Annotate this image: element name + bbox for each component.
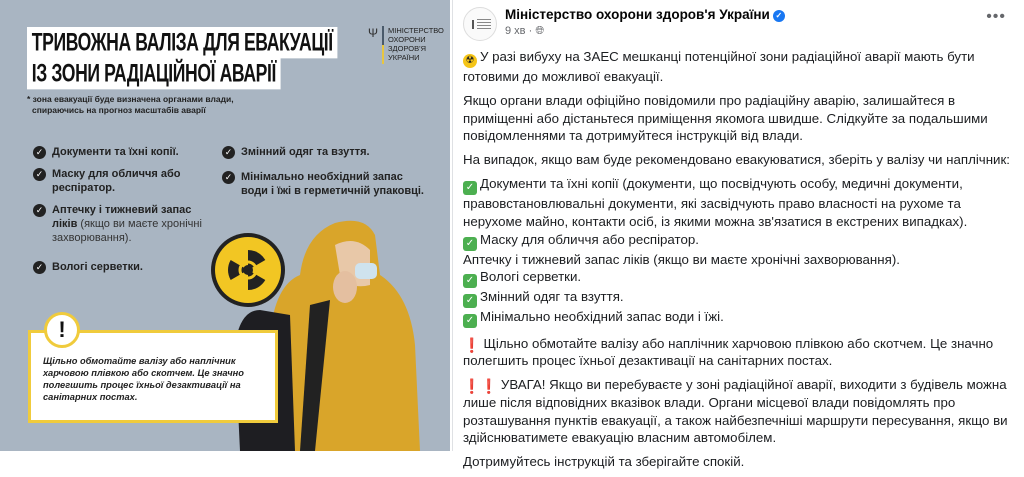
logo-text: ЗДОРОВ'Я [388,44,426,53]
verified-badge-icon: ✓ [773,10,785,22]
check-mark-emoji-icon: ✓ [463,274,477,288]
check-icon: ✓ [222,146,235,159]
list-item: Змінний одяг та взуття. [480,289,624,305]
check-icon: ✓ [33,146,46,159]
check-icon: ✓ [222,171,235,184]
list-item: Документи та їхні копії (документи, що посвідчують особу, медичні документи, правовстановлювальні документи, які засвідчують право власності на рухоме та нерухоме майно, контакти осіб, із якими можна зв'язатися в екстрених випадках). [463,176,968,230]
list-item: Вологі серветки. [480,269,582,285]
item-text: Вологі серветки. [52,261,143,273]
logo-text: МІНІСТЕРСТВО [388,26,444,35]
paragraph-text: УВАГА! Якщо ви перебуваєте у зоні радіаційної аварії, виходити з будівель можна лише після відповідних вказівок влади. Органи місцевої влади повідомлять про розташування пунктів евакуації, а також найбезпечніші маршрути пересування, якщо ви здійснюватимете евакуацію власним автомобілем. [463,377,1008,446]
post-body [463,48,1023,477]
author-row [505,7,785,22]
ministry-logo [368,26,444,64]
list-item: Маску для обличчя або респіратор. [480,231,699,247]
checklist-item [33,260,208,274]
poster-note [27,94,234,116]
infographic-poster [0,0,450,451]
exclamation-emoji-icon: ❗ [463,336,481,353]
logo-text: УКРАЇНИ [388,53,420,62]
item-text: Документи та їхні копії. [52,146,179,158]
poster-title-line1: ТРИВОЖНА ВАЛІЗА ДЛЯ ЕВАКУАЦІЇ [27,27,338,58]
exclamation-icon: ! [44,312,80,348]
check-icon: ✓ [33,168,46,181]
paragraph-text: У разі вибуху на ЗАЕС мешканці потенційної зони радіаційної аварії мають бути готовими до можливої евакуації. [463,49,975,84]
paragraph: Якщо органи влади офіційно повідомили про радіаційну аварію, залишайтеся в приміщенні або дістаньтеся приміщення якомога швидше. Слідкуйте за подальшими повідомленнями та дотримуйтеся інструкцій від влади. [463,93,988,144]
check-mark-emoji-icon: ✓ [463,237,477,251]
checklist [463,175,1023,328]
radioactive-emoji-icon: ☢ [463,54,477,68]
item-text: Маску для обличчя або респіратор. [52,168,181,194]
check-mark-emoji-icon: ✓ [463,294,477,308]
checklist-item [222,145,427,159]
logo-text: ОХОРОНИ [388,35,426,44]
page-avatar[interactable] [463,7,497,41]
paragraph: На випадок, якщо вам буде рекомендовано евакуюватися, зберіть у валізу чи наплічник: [463,152,1010,168]
checklist-item [222,170,427,198]
avatar-text-lines [477,19,491,31]
list-item: Аптечку і тижневий запас ліків (якщо ви маєте хронічні захворювання). [463,251,900,267]
author-name[interactable]: Міністерство охорони здоров'я України [505,7,770,22]
paragraph [463,376,1023,446]
item-text: Аптечку і тижневий запас ліків [52,204,192,230]
globe-icon: 🌐︎ [535,25,545,37]
check-icon: ✓ [33,261,46,274]
item-note: (якщо ви маєте хронічні захворювання). [52,218,202,244]
item-text: Змінний одяг та взуття. [241,146,370,158]
paragraph: Дотримуйтесь інструкцій та зберігайте спокій. [463,454,745,470]
paragraph [463,48,1023,86]
trident-icon: Ψ [368,26,379,40]
post-time[interactable]: 9 хв [505,25,526,37]
facebook-post [452,0,1024,470]
checklist-item [33,203,215,245]
checklist-item [33,167,215,195]
warning-text: Щільно обмотайте валізу або наплічник харчовою плівкою або скотчем. Це значно полегшить процес їхньої дезактивації на санітарних постах. [43,356,244,402]
checklist-item [33,145,215,159]
note-line: * зона евакуації буде визначена органами влади, [27,94,234,104]
paragraph [463,335,1023,370]
avatar-trident-mark [472,20,474,29]
exclamation-emoji-icon: ❗❗ [463,378,498,395]
check-mark-emoji-icon: ✓ [463,181,477,195]
poster-title-line2: ІЗ ЗОНИ РАДІАЦІЙНОЇ АВАРІЇ [27,58,281,89]
note-line: спираючись на прогноз масштабів аварії [32,105,206,115]
more-options-button[interactable]: ••• [986,8,1006,25]
post-meta: 9 хв · 🌐︎ [505,25,545,37]
check-icon: ✓ [33,204,46,217]
check-mark-emoji-icon: ✓ [463,314,477,328]
paragraph-text: Щільно обмотайте валізу або наплічник харчовою плівкою або скотчем. Це значно полегшить процес їхньої дезактивації на санітарних постах. [463,335,994,369]
list-item: Мінімально необхідний запас води і їжі. [480,309,724,325]
logo-divider [382,26,384,64]
item-text: Мінімально необхідний запас води і їжі в герметичній упаковці. [241,171,424,197]
